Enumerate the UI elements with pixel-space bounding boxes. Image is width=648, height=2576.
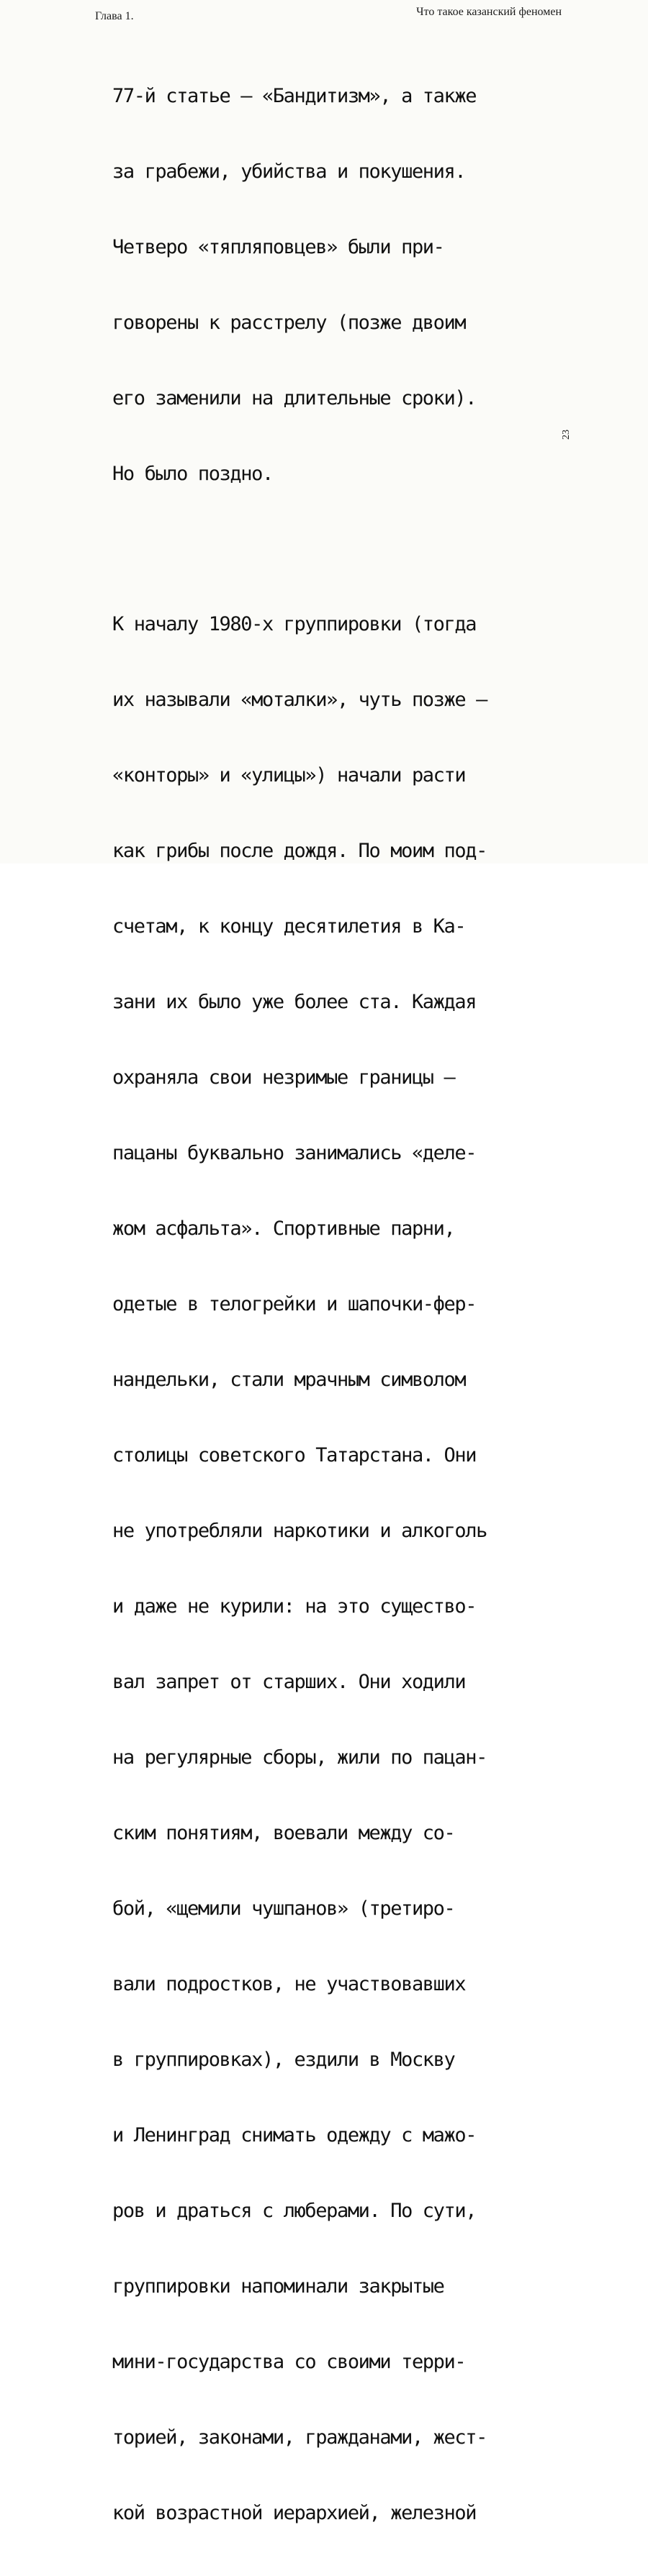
text-line: не употребляли наркотики и алкоголь: [112, 1520, 487, 1542]
text-line: 77-й статье — «Бандитизм», а также: [112, 85, 477, 107]
text-line: кой возрастной иерархией, железной: [112, 2502, 477, 2524]
text-line: пацаны буквально занимались «деле-: [112, 1142, 477, 1164]
text-line: «конторы» и «улицы») начали расти: [112, 764, 466, 786]
text-line: группировки напоминали закрытые: [112, 2275, 444, 2298]
paragraph-gap: [112, 537, 573, 561]
text-line: Четверо «тяпляповцев» были при-: [112, 236, 444, 258]
text-line: вали подростков, не участвовавших: [112, 1973, 466, 1995]
running-header-chapter: Глава 1.: [95, 10, 134, 22]
running-header-title: Что такое казанский феномен: [416, 6, 562, 18]
body-text: [112, 33, 573, 2576]
text-line: мини-государства со своими терри-: [112, 2351, 466, 2373]
text-line: его заменили на длительные сроки).: [112, 387, 477, 409]
text-line: торией, законами, гражданами, жест-: [112, 2426, 487, 2449]
text-line: и Ленинград снимать одежду с мажо-: [112, 2124, 477, 2146]
text-line: счетам, к концу десятилетия в Ка-: [112, 915, 466, 938]
text-line: в группировках), ездили в Москву: [112, 2049, 455, 2071]
text-line: К началу 1980-х группировки (тогда: [112, 613, 477, 635]
text-line: ров и драться с люберами. По сути,: [112, 2200, 477, 2222]
text-line: их называли «моталки», чуть позже —: [112, 689, 487, 711]
text-line: бой, «щемили чушпанов» (третиро-: [112, 1897, 455, 1920]
text-line: ским понятиям, воевали между со-: [112, 1822, 455, 1844]
text-line: говорены к расстрелу (позже двоим: [112, 312, 466, 334]
text-line: жом асфальта». Спортивные парни,: [112, 1217, 455, 1240]
page-number: 23: [561, 430, 572, 440]
text-line: столицы советского Татарстана. Они: [112, 1444, 477, 1466]
text-line: нандельки, стали мрачным символом: [112, 1369, 466, 1391]
text-line: на регулярные сборы, жили по пацан-: [112, 1746, 487, 1769]
text-line: как грибы после дождя. По моим под-: [112, 840, 487, 862]
text-line: одетые в телогрейки и шапочки-фер-: [112, 1293, 477, 1315]
text-line: за грабежи, убийства и покушения.: [112, 160, 466, 183]
text-line: охраняла свои незримые границы —: [112, 1066, 455, 1089]
text-line: вал запрет от старших. Они ходили: [112, 1671, 466, 1693]
text-line: и даже не курили: на это существо-: [112, 1595, 477, 1618]
text-line: Но было поздно.: [112, 463, 273, 485]
text-line: зани их было уже более ста. Каждая: [112, 991, 477, 1013]
